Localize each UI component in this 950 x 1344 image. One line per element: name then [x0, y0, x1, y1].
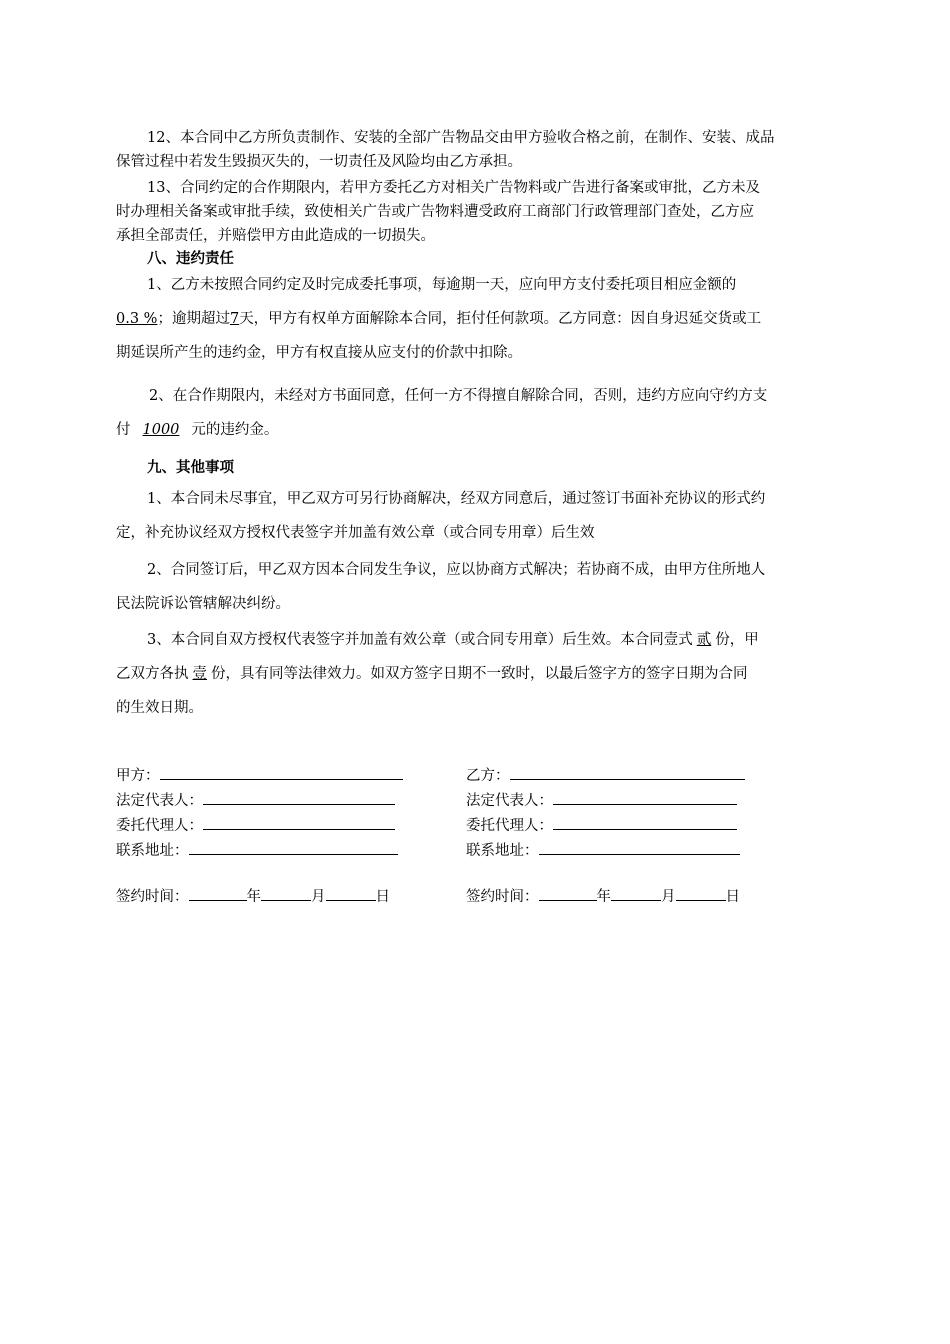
- party-b-rep-field[interactable]: [553, 790, 737, 805]
- s9p3-line-1: 3、本合同自双方授权代表签字并加盖有效公章（或合同专用章）后生效。本合同壹式 贰 份，甲: [147, 632, 759, 648]
- party-a-year-field[interactable]: [189, 886, 247, 901]
- s9p1-line-2: 定，补充协议经双方授权代表签字并加盖有效公章（或合同专用章）后生效: [116, 525, 595, 541]
- s8p1-line-3: 期延误所产生的违约金，甲方有权直接从应支付的价款中扣除。: [116, 345, 522, 361]
- clause-13: [116, 176, 838, 248]
- section-9-title: 九、其他事项: [147, 460, 234, 476]
- party-b-date-row: 签约时间： 年 月 日: [466, 886, 740, 906]
- overdue-days: 7: [229, 311, 240, 327]
- penalty-amount: 1000: [142, 422, 180, 438]
- section-9-paragraph-3: [116, 623, 838, 725]
- party-a-address-field[interactable]: [189, 840, 398, 855]
- s8p2-line-1: 2、在合作期限内，未经对方书面同意，任何一方不得擅自解除合同，否则，违约方应向守约方支: [149, 388, 768, 404]
- party-a-month-field[interactable]: [261, 886, 311, 901]
- clause-12-line-2: 保管过程中若发生毁损灭失的，一切责任及风险均由乙方承担。: [116, 154, 522, 170]
- party-a-name-field[interactable]: [160, 765, 403, 780]
- s9p3-line-3: 的生效日期。: [116, 700, 203, 716]
- party-b-address-row: 联系地址：: [466, 840, 740, 860]
- s8p2-line-2: 付 1000 元的违约金。: [116, 422, 279, 438]
- section-9-paragraph-1: [116, 482, 838, 550]
- party-b-agent-row: 委托代理人：: [466, 815, 737, 835]
- section-8-paragraph-1: [116, 268, 838, 370]
- clause-13-line-3: 承担全部责任，并赔偿甲方由此造成的一切损失。: [116, 228, 435, 244]
- section-8-paragraph-2: [116, 379, 838, 447]
- party-a-rep-field[interactable]: [203, 790, 395, 805]
- copies-each: 壹: [192, 666, 207, 682]
- s9p2-line-2: 民法院诉讼管辖解决纠纷。: [116, 596, 290, 612]
- party-a-agent-row: 委托代理人：: [116, 815, 395, 835]
- party-a-date-row: 签约时间： 年 月 日: [116, 886, 390, 906]
- party-a-agent-field[interactable]: [203, 815, 395, 830]
- section-9-paragraph-2: [116, 553, 838, 621]
- s9p2-line-1: 2、合同签订后，甲乙双方因本合同发生争议，应以协商方式解决；若协商不成，由甲方住所地人: [147, 562, 766, 578]
- s9p1-line-1: 1、本合同未尽事宜，甲乙双方可另行协商解决，经双方同意后，通过签订书面补充协议的形式约: [147, 491, 766, 507]
- party-b-agent-field[interactable]: [553, 815, 737, 830]
- clause-12: [116, 126, 838, 174]
- party-b-year-field[interactable]: [539, 886, 597, 901]
- section-8-title: 八、违约责任: [147, 251, 234, 267]
- s8p1-line-2: 0.3 %；逾期超过7天，甲方有权单方面解除本合同，拒付任何款项。乙方同意：因自身迟延交货或工: [116, 311, 762, 327]
- party-b-rep-row: 法定代表人：: [466, 790, 737, 810]
- clause-12-line-1: 12、本合同中乙方所负责制作、安装的全部广告物品交由甲方验收合格之前，在制作、安装、成品: [147, 130, 775, 146]
- party-b-day-field[interactable]: [676, 886, 726, 901]
- s9p3-line-2: 乙双方各执 壹 份，具有同等法律效力。如双方签字日期不一致时，以最后签字方的签字日期为合同: [116, 666, 748, 682]
- clause-13-line-1: 13、合同约定的合作期限内，若甲方委托乙方对相关广告物料或广告进行备案或审批，乙方未及: [147, 180, 760, 196]
- party-a-day-field[interactable]: [326, 886, 376, 901]
- copies-count: 贰: [696, 632, 712, 648]
- party-b-name-row: 乙方：: [466, 765, 745, 785]
- party-a-address-row: 联系地址：: [116, 840, 398, 860]
- penalty-rate: 0.3 %: [116, 311, 158, 327]
- clause-13-line-2: 时办理相关备案或审批手续，致使相关广告或广告物料遭受政府工商部门行政管理部门查处，乙方应: [116, 204, 754, 220]
- party-b-name-field[interactable]: [510, 765, 745, 780]
- party-a-rep-row: 法定代表人：: [116, 790, 395, 810]
- s8p1-line-1: 1、乙方未按照合同约定及时完成委托事项，每逾期一天，应向甲方支付委托项目相应金额的: [147, 277, 737, 293]
- party-b-month-field[interactable]: [611, 886, 661, 901]
- party-a-name-row: 甲方：: [116, 765, 403, 785]
- party-b-address-field[interactable]: [539, 840, 740, 855]
